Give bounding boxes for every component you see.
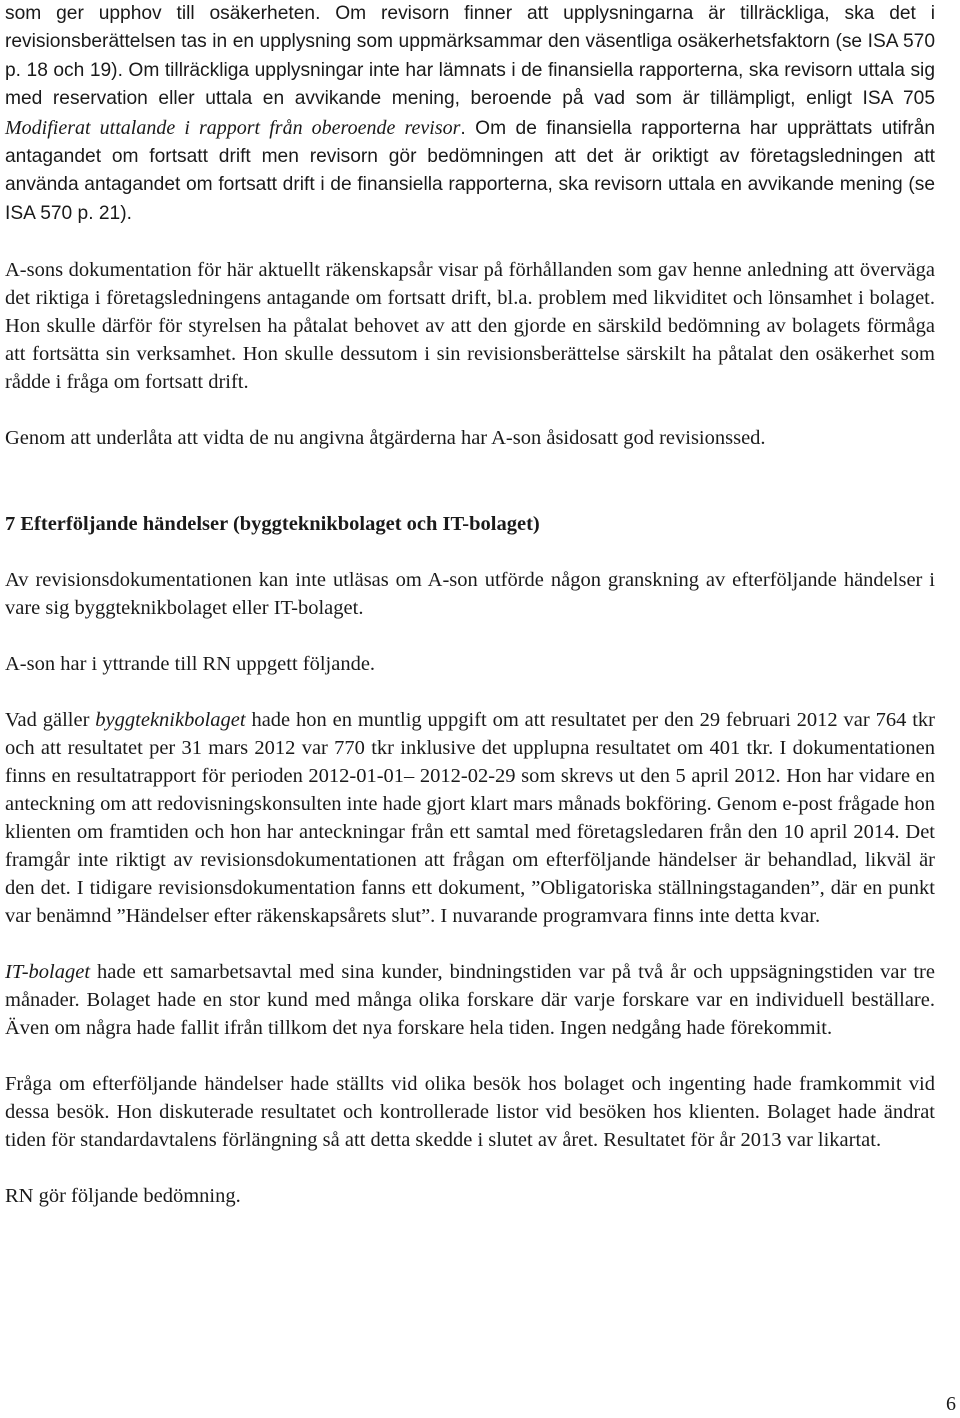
italic-company-name: byggteknikbolaget — [95, 709, 246, 732]
paragraph-no-review: Av revisionsdokumentationen kan inte utläsas om A-son utförde någon granskning av efterföljande händelser i vare sig byggteknikbolaget eller IT-bolaget. — [5, 569, 935, 620]
paragraph-text-continued: hade hon en muntlig uppgift om att resultatet per den 29 februari 2012 var 764 tkr och att resultatet per 31 mars 2012 var 770 tkr inklusive det upplupna resultatet om 401 tkr. I dokumentationen finns en resultatrapport för perioden 2012-01-01– 2012-02-29 som skrevs ut den 5 april 2012. Hon har vidare en anteckning om att redovisningskonsulten inte hade gjort klart mars månads bokföring. Genom e-post frågade hon klienten om framtiden och hon har anteckningar från ett samtal med företagsledaren från den 10 april 2014. Det framgår inte riktigt av revisionsdokumentationen att frågan om efterföljande händelser är behandlad, likväl är den det. I tidigare revisionsdokumentation fanns ett dokument, ”Obligatoriska ställningstaganden”, där en punkt var benämnd ”Händelser efter räkenskapsårets slut”. I nuvarande programvara finns inte detta kvar. — [5, 709, 935, 928]
paragraph-text-continued: hade ett samarbetsavtal med sina kunder, bindningstiden var på två år och uppsägningstiden var tre månader. Bolaget hade en stor kund med många olika forskare där varje forskare var en individuell beställare. Även om några hade fallit ifrån tillkom det nya forskare hela tiden. Ingen nedgång hade förekommit. — [5, 961, 935, 1040]
page-number: 6 — [946, 1393, 956, 1415]
italic-standard-title: Modifierat uttalande i rapport från oberoende revisor — [5, 116, 461, 139]
document-page — [5, 0, 935, 1210]
paragraph-text: Vad gäller — [5, 709, 96, 732]
paragraph-conclusion: Genom att underlåta att vidta de nu angivna åtgärderna har A-son åsidosatt god revisionssed. — [5, 427, 766, 450]
section-heading: 7 Efterföljande händelser (byggteknikbolaget och IT-bolaget) — [5, 513, 540, 536]
paragraph-text-continued: . Om de finansiella rapporterna har upprättats utifrån antagandet om fortsatt drift men revisorn gör bedömningen att det är oriktigt av företagsledningen att använda antagandet om fortsatt drift i de finansiella rapporterna, ska revisorn uttala en avvikande mening (se ISA 570 p. 21). — [5, 117, 936, 224]
paragraph-isa-570-disclosure — [5, 0, 935, 228]
paragraph-it-bolaget — [5, 958, 935, 1042]
paragraph-a-son-documentation: A-sons dokumentation för här aktuellt räkenskapsår visar på förhållanden som gav henne anledning att överväga det riktiga i företagsledningens antagande om fortsatt drift, bl.a. problem med likviditet och lönsamhet i bolaget. Hon skulle därför för styrelsen ha påtalat behovet av att den gjorde en särskild bedömning av bolagets förmåga att fortsätta sin verksamhet. Hon skulle dessutom i sin revisionsberättelse särskilt ha påtalat den osäkerhet som rådde i fråga om fortsatt drift. — [5, 259, 935, 394]
paragraph-byggteknikbolaget — [5, 706, 935, 930]
italic-company-name: IT-bolaget — [5, 961, 91, 984]
paragraph-rn-assessment: RN gör följande bedömning. — [5, 1185, 241, 1208]
paragraph-statement-intro: A-son har i yttrande till RN uppgett följande. — [5, 653, 376, 676]
paragraph-text: som ger upphov till osäkerheten. Om revisorn finner att upplysningarna är tillräckliga, ska det i revisionsberättelsen tas in en upplysning som uppmärksammar den väsentliga osäkerhetsfaktorn (se ISA 570 p. 18 och 19). Om tillräckliga upplysningar inte har lämnats i de finansiella rapporterna, ska revisorn uttala sig med reservation eller uttala en avvikande mening, beroende på vad som är tillämpligt, enligt ISA 705 — [5, 3, 935, 110]
paragraph-subsequent-events-question: Fråga om efterföljande händelser hade ställts vid olika besök hos bolaget och ingenting hade framkommit vid dessa besök. Hon diskuterade resultatet och kontrollerade listor vid besöken hos klienten. Bolaget hade ändrat tiden för standardavtalens förlängning så att detta skedde i slutet av året. Resultatet för år 2013 var likartat. — [5, 1073, 935, 1152]
